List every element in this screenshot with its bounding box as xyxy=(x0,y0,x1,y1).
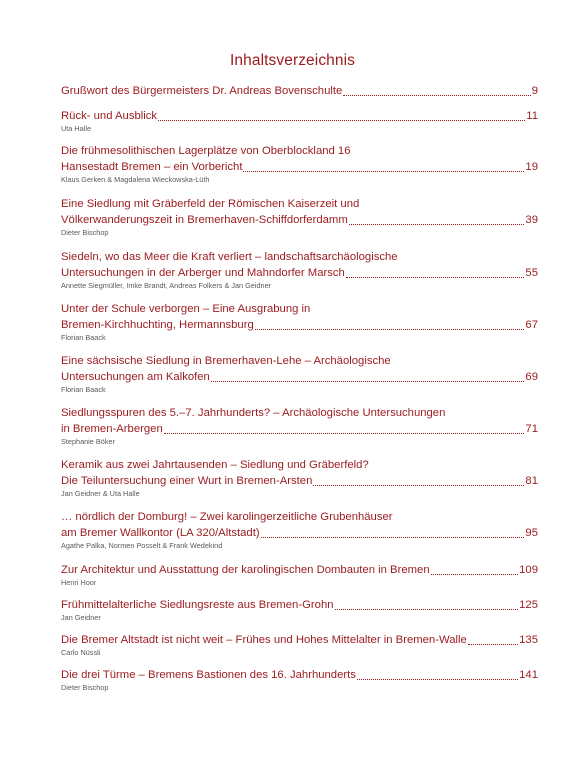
dot-leader xyxy=(349,224,525,225)
toc-entry-title-line xyxy=(61,597,538,613)
toc-entry[interactable] xyxy=(61,457,538,499)
toc-entry-title-line xyxy=(61,369,538,385)
dot-leader xyxy=(468,644,518,645)
toc-entry[interactable] xyxy=(61,108,538,134)
entry-title: Zur Architektur und Ausstattung der karolingischen Dombauten in Bremen xyxy=(61,564,430,576)
dot-leader xyxy=(431,574,519,575)
toc-entry-title-line xyxy=(61,317,538,333)
entry-title: Untersuchungen in der Arberger und Mahndorfer Marsch xyxy=(61,267,345,279)
page-number: 71 xyxy=(525,423,538,435)
page-number: 39 xyxy=(525,214,538,226)
toc-entry-title-line xyxy=(61,509,538,525)
dot-leader xyxy=(255,329,525,330)
dot-leader xyxy=(335,609,519,610)
toc-entry[interactable] xyxy=(61,301,538,343)
entry-author: Jan Geidner & Uta Halle xyxy=(61,489,140,498)
toc-entry-title-line xyxy=(61,457,538,473)
entry-author: Carlo Nüssli xyxy=(61,648,101,657)
entry-author: Annette Siegmüller, Imke Brandt, Andreas Folkers & Jan Geidner xyxy=(61,281,272,290)
dot-leader xyxy=(243,171,524,172)
page-number: 9 xyxy=(531,85,538,97)
page-number: 135 xyxy=(519,634,538,646)
toc-entry[interactable] xyxy=(61,509,538,551)
entry-title: Bremen-Kirchhuchting, Hermannsburg xyxy=(61,319,254,331)
toc-entry-title-line xyxy=(61,562,538,578)
toc-entry-title-line xyxy=(61,249,538,265)
entry-title: am Bremer Wallkontor (LA 320/Altstadt) xyxy=(61,527,260,539)
toc-entry[interactable] xyxy=(61,597,538,623)
entry-title: Die Teiluntersuchung einer Wurt in Bremen-Arsten xyxy=(61,475,313,487)
toc-entry-title-line xyxy=(61,421,538,437)
entry-title: Unter der Schule verborgen – Eine Ausgrabung in xyxy=(61,303,311,315)
entry-title: Die frühmesolithischen Lagerplätze von Oberblockland 16 xyxy=(61,145,351,157)
entry-title: Grußwort des Bürgermeisters Dr. Andreas Bovenschulte xyxy=(61,85,343,97)
entry-title: Die Bremer Altstadt ist nicht weit – Frühes und Hohes Mittelalter in Bremen-Walle xyxy=(61,634,467,646)
entry-title: Frühmittelalterliche Siedlungsreste aus Bremen-Grohn xyxy=(61,599,334,611)
dot-leader xyxy=(343,95,530,96)
entry-author: Florian Baack xyxy=(61,385,106,394)
toc-entry-title-line xyxy=(61,301,538,317)
toc-entry[interactable] xyxy=(61,196,538,238)
toc-entry-title-line xyxy=(61,353,538,369)
toc-entry-title-line xyxy=(61,265,538,281)
entry-author: Florian Baack xyxy=(61,333,106,342)
entry-title: … nördlich der Domburg! – Zwei karolingerzeitliche Grubenhäuser xyxy=(61,511,393,523)
toc-entry[interactable] xyxy=(61,632,538,658)
entry-title: Siedlungsspuren des 5.–7. Jahrhunderts? – Archäologische Untersuchungen xyxy=(61,407,446,419)
page-number: 141 xyxy=(519,669,538,681)
entry-title: Hansestadt Bremen – ein Vorbericht xyxy=(61,161,243,173)
entry-author: Klaus Gerken & Magdalena Wieckowska-Lüth xyxy=(61,175,210,184)
entry-title: Rück- und Ausblick xyxy=(61,110,158,122)
entry-title: Eine Siedlung mit Gräberfeld der Römischen Kaiserzeit und xyxy=(61,198,360,210)
page-number: 95 xyxy=(525,527,538,539)
entry-author: Jan Geidner xyxy=(61,613,101,622)
dot-leader xyxy=(313,485,524,486)
dot-leader xyxy=(211,381,525,382)
entry-title: Untersuchungen am Kalkofen xyxy=(61,371,210,383)
page-number: 125 xyxy=(519,599,538,611)
toc-entry-title-line xyxy=(61,83,538,99)
entry-author: Henri Hoor xyxy=(61,578,97,587)
toc-entry[interactable] xyxy=(61,143,538,185)
page-number: 19 xyxy=(525,161,538,173)
toc-entry[interactable] xyxy=(61,249,538,291)
entry-title: Völkerwanderungszeit in Bremerhaven-Schiffdorferdamm xyxy=(61,214,348,226)
toc-entry-title-line xyxy=(61,405,538,421)
toc-entry[interactable] xyxy=(61,405,538,447)
page-number: 67 xyxy=(525,319,538,331)
page-number: 69 xyxy=(525,371,538,383)
toc-entry-title-line xyxy=(61,667,538,683)
entry-author: Stephanie Böker xyxy=(61,437,115,446)
entry-author: Dieter Bischop xyxy=(61,683,109,692)
entry-author: Agathe Palka, Normen Posselt & Frank Wedekind xyxy=(61,541,223,550)
toc-entry[interactable] xyxy=(61,353,538,395)
toc-entry-title-line xyxy=(61,212,538,228)
toc-entry-title-line xyxy=(61,159,538,175)
entry-title: Keramik aus zwei Jahrtausenden – Siedlung und Gräberfeld? xyxy=(61,459,369,471)
dot-leader xyxy=(346,277,525,278)
toc-entry-title-line xyxy=(61,473,538,489)
dot-leader xyxy=(261,537,525,538)
toc-entry[interactable] xyxy=(61,562,538,588)
toc-entry-title-line xyxy=(61,632,538,648)
page-number: 55 xyxy=(525,267,538,279)
toc-entry-title-line xyxy=(61,143,538,159)
toc-entry-title-line xyxy=(61,196,538,212)
page-title: Inhaltsverzeichnis xyxy=(230,52,355,69)
page-number: 81 xyxy=(525,475,538,487)
toc-entry-title-line xyxy=(61,108,538,124)
entry-author: Uta Halle xyxy=(61,124,92,133)
entry-author: Dieter Bischop xyxy=(61,228,109,237)
dot-leader xyxy=(357,679,518,680)
entry-title: Siedeln, wo das Meer die Kraft verliert – landschaftsarchäologische xyxy=(61,251,398,263)
toc-entry[interactable] xyxy=(61,667,538,693)
dot-leader xyxy=(164,433,525,434)
dot-leader xyxy=(158,120,525,121)
entry-title: Eine sächsische Siedlung in Bremerhaven-Lehe – Archäologische xyxy=(61,355,391,367)
toc-entry[interactable] xyxy=(61,83,538,99)
entry-title: in Bremen-Arbergen xyxy=(61,423,163,435)
entry-title: Die drei Türme – Bremens Bastionen des 16. Jahrhunderts xyxy=(61,669,356,681)
page-number: 11 xyxy=(526,110,538,122)
toc-entry-title-line xyxy=(61,525,538,541)
page-number: 109 xyxy=(519,564,538,576)
